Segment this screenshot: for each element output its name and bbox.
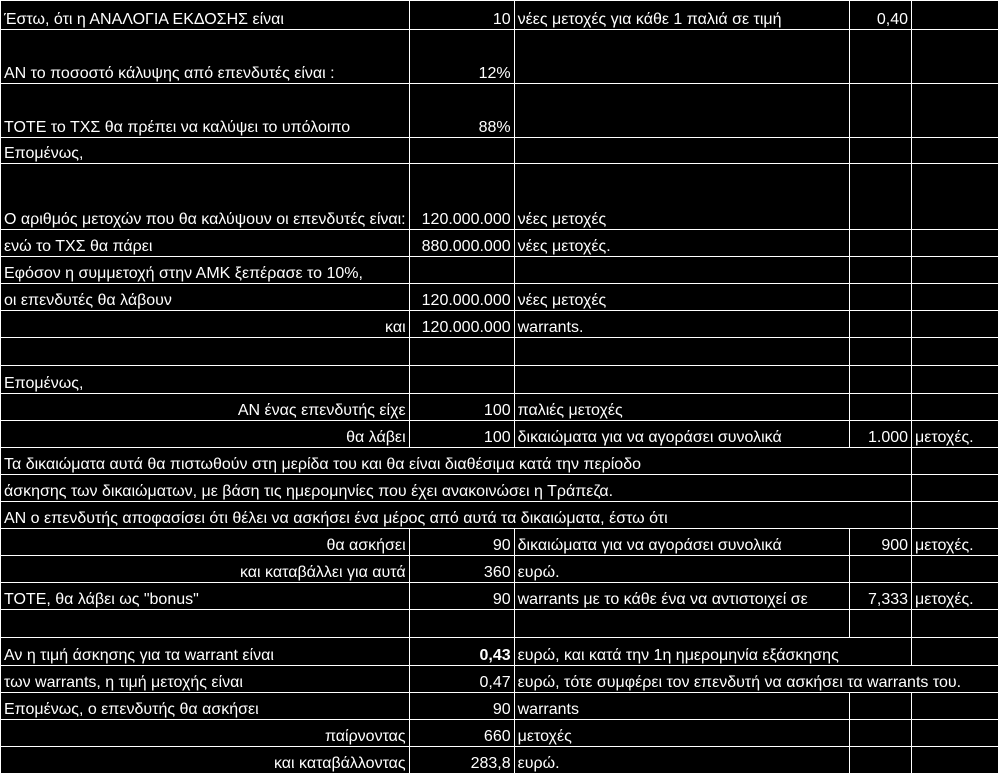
table-row (1, 164, 999, 230)
table-row (1, 583, 999, 610)
cell-d17[interactable]: 900 (849, 529, 911, 556)
table-row (1, 311, 999, 338)
cell-a4[interactable]: Επομένως, (1, 138, 410, 164)
cell-a22[interactable]: των warrants, η τιμή μετοχής είναι (1, 666, 410, 693)
cell-d3[interactable] (849, 84, 911, 138)
cell-e25[interactable] (912, 747, 999, 774)
table-row (1, 747, 999, 774)
cell-b13[interactable]: 100 (409, 421, 514, 448)
cell-b1[interactable]: 10 (409, 1, 514, 30)
cell-b3[interactable]: 88% (409, 84, 514, 138)
cell-a23[interactable]: Επομένως, ο επενδυτής θα ασκήσει (1, 693, 410, 720)
cell-d9[interactable] (849, 311, 911, 338)
table-row (1, 1, 999, 30)
cell-d18[interactable] (849, 556, 911, 583)
cell-d10[interactable] (849, 338, 911, 366)
cell-e17[interactable]: μετοχές. (912, 529, 999, 556)
cell-c21[interactable]: ευρώ, και κατά την 1η ημερομηνία εξάσκησης (514, 638, 911, 666)
cell-d8[interactable] (849, 284, 911, 311)
cell-a1[interactable]: Έστω, ότι η ΑΝΑΛΟΓΙΑ ΕΚΔΟΣΗΣ είναι (1, 1, 410, 30)
cell-d13[interactable]: 1.000 (849, 421, 911, 448)
cell-d4[interactable] (849, 138, 911, 164)
cell-e13[interactable]: μετοχές. (912, 421, 999, 448)
table-row (1, 338, 999, 366)
table-row (1, 502, 999, 529)
cell-c2[interactable] (514, 30, 849, 84)
cell-c8[interactable]: νέες μετοχές (514, 284, 849, 311)
cell-c10[interactable] (514, 338, 849, 366)
cell-c20[interactable] (514, 610, 849, 638)
table-row (1, 720, 999, 747)
cell-a10[interactable] (1, 338, 410, 366)
table-row (1, 666, 999, 693)
table-row (1, 638, 999, 666)
cell-e10[interactable] (912, 338, 999, 366)
cell-c4[interactable] (514, 138, 849, 164)
cell-d19[interactable]: 7,333 (849, 583, 911, 610)
cell-b11[interactable] (409, 366, 514, 394)
cell-d6[interactable] (849, 230, 911, 257)
cell-e9[interactable] (912, 311, 999, 338)
table-row (1, 556, 999, 583)
table-row (1, 230, 999, 257)
cell-a8[interactable]: οι επενδυτές θα λάβουν (1, 284, 410, 311)
cell-e3[interactable] (912, 84, 999, 138)
cell-c9[interactable]: warrants. (514, 311, 849, 338)
table-row (1, 610, 999, 638)
table-row (1, 366, 999, 394)
cell-a21[interactable]: Αν η τιμή άσκησης για τα warrant είναι (1, 638, 410, 666)
table-row (1, 421, 999, 448)
cell-a3[interactable]: ΤΟΤΕ το ΤΧΣ θα πρέπει να καλύψει το υπόλοιπο (1, 84, 410, 138)
cell-a11[interactable]: Επομένως, (1, 366, 410, 394)
cell-c23[interactable]: warrants (514, 693, 849, 720)
cell-b23[interactable]: 90 (409, 693, 514, 720)
cell-e5[interactable] (912, 164, 999, 230)
cell-c3[interactable] (514, 84, 849, 138)
cell-c25[interactable]: ευρώ. (514, 747, 849, 774)
cell-c19[interactable]: warrants με το κάθε ένα να αντιστοιχεί σε (514, 583, 849, 610)
cell-e12[interactable] (912, 394, 999, 421)
cell-b10[interactable] (409, 338, 514, 366)
cell-a25[interactable]: και καταβάλλοντας (1, 747, 410, 774)
cell-d20[interactable] (849, 610, 911, 638)
cell-d1[interactable]: 0,40 (849, 1, 911, 30)
cell-b9[interactable]: 120.000.000 (409, 311, 514, 338)
cell-c13[interactable]: δικαιώματα για να αγοράσει συνολικά (514, 421, 849, 448)
cell-d24[interactable] (849, 720, 911, 747)
cell-d23[interactable] (849, 693, 911, 720)
cell-a15[interactable]: άσκησης των δικαιώματων, με βάση τις ημερομηνίες που έχει ανακοινώσει η Τράπεζα. (1, 475, 912, 502)
cell-e18[interactable] (912, 556, 999, 583)
cell-a12[interactable]: ΑΝ ένας επενδυτής είχε (1, 394, 410, 421)
cell-c11[interactable] (514, 366, 849, 394)
cell-a14[interactable]: Τα δικαιώματα αυτά θα πιστωθούν στη μερίδα του και θα είναι διαθέσιμα κατά την περίοδο (1, 448, 912, 475)
cell-c1[interactable]: νέες μετοχές για κάθε 1 παλιά σε τιμή (514, 1, 849, 30)
cell-b21[interactable]: 0,43 (409, 638, 514, 666)
cell-b18[interactable]: 360 (409, 556, 514, 583)
cell-b25[interactable]: 283,8 (409, 747, 514, 774)
cell-b19[interactable]: 90 (409, 583, 514, 610)
cell-c7[interactable] (514, 257, 849, 284)
cell-a2[interactable]: ΑΝ το ποσοστό κάλυψης από επενδυτές είναι : (1, 30, 410, 84)
cell-b17[interactable]: 90 (409, 529, 514, 556)
cell-d11[interactable] (849, 366, 911, 394)
cell-d5[interactable] (849, 164, 911, 230)
cell-a7[interactable]: Εφόσον η συμμετοχή στην ΑΜΚ ξεπέρασε το 10%, (1, 257, 410, 284)
cell-a24[interactable]: παίρνοντας (1, 720, 410, 747)
cell-e4[interactable] (912, 138, 999, 164)
cell-b7[interactable] (409, 257, 514, 284)
table-row (1, 693, 999, 720)
cell-e1[interactable] (912, 1, 999, 30)
cell-e23[interactable] (912, 693, 999, 720)
cell-e21[interactable] (912, 638, 999, 666)
cell-a6[interactable]: ενώ το ΤΧΣ θα πάρει (1, 230, 410, 257)
cell-a5[interactable]: Ο αριθμός μετοχών που θα καλύψουν οι επενδυτές είναι: (1, 164, 410, 230)
table-row (1, 84, 999, 138)
cell-a17[interactable]: θα ασκήσει (1, 529, 410, 556)
cell-b8[interactable]: 120.000.000 (409, 284, 514, 311)
table-row (1, 284, 999, 311)
cell-b6[interactable]: 880.000.000 (409, 230, 514, 257)
cell-e8[interactable] (912, 284, 999, 311)
cell-c12[interactable]: παλιές μετοχές (514, 394, 849, 421)
cell-b12[interactable]: 100 (409, 394, 514, 421)
table-row (1, 138, 999, 164)
cell-d2[interactable] (849, 30, 911, 84)
cell-a18[interactable]: και καταβάλλει για αυτά (1, 556, 410, 583)
table-row (1, 448, 999, 475)
cell-c18[interactable]: ευρώ. (514, 556, 849, 583)
table-row (1, 394, 999, 421)
table-row (1, 257, 999, 284)
cell-e24[interactable] (912, 720, 999, 747)
cell-b22[interactable]: 0,47 (409, 666, 514, 693)
table-row (1, 30, 999, 84)
cell-b24[interactable]: 660 (409, 720, 514, 747)
cell-d12[interactable] (849, 394, 911, 421)
cell-e20[interactable] (912, 610, 999, 638)
cell-a16[interactable]: ΑΝ ο επενδυτής αποφασίσει ότι θέλει να ασκήσει ένα μέρος από αυτά τα δικαιώματα, έστω ότι (1, 502, 912, 529)
cell-e11[interactable] (912, 366, 999, 394)
cell-b5[interactable]: 120.000.000 (409, 164, 514, 230)
cell-a13[interactable]: θα λάβει (1, 421, 410, 448)
cell-a20[interactable] (1, 610, 410, 638)
cell-e15[interactable] (912, 475, 999, 502)
cell-e14[interactable] (912, 448, 999, 475)
table-row (1, 529, 999, 556)
cell-e2[interactable] (912, 30, 999, 84)
cell-e6[interactable] (912, 230, 999, 257)
cell-c17[interactable]: δικαιώματα για να αγοράσει συνολικά (514, 529, 849, 556)
table-row (1, 475, 999, 502)
cell-d25[interactable] (849, 747, 911, 774)
cell-c6[interactable]: νέες μετοχές. (514, 230, 849, 257)
cell-e16[interactable] (912, 502, 999, 529)
cell-a19[interactable]: ΤΟΤΕ, θα λάβει ως "bonus" (1, 583, 410, 610)
cell-c5[interactable]: νέες μετοχές (514, 164, 849, 230)
cell-a9[interactable]: και (1, 311, 410, 338)
cell-c24[interactable]: μετοχές (514, 720, 849, 747)
cell-c22[interactable]: ευρώ, τότε συμφέρει τον επενδυτή να ασκήσει τα warrants του. (514, 666, 998, 693)
cell-e19[interactable]: μετοχές. (912, 583, 999, 610)
cell-b4[interactable] (409, 138, 514, 164)
cell-d7[interactable] (849, 257, 911, 284)
cell-b2[interactable]: 12% (409, 30, 514, 84)
cell-e7[interactable] (912, 257, 999, 284)
cell-b20[interactable] (409, 610, 514, 638)
